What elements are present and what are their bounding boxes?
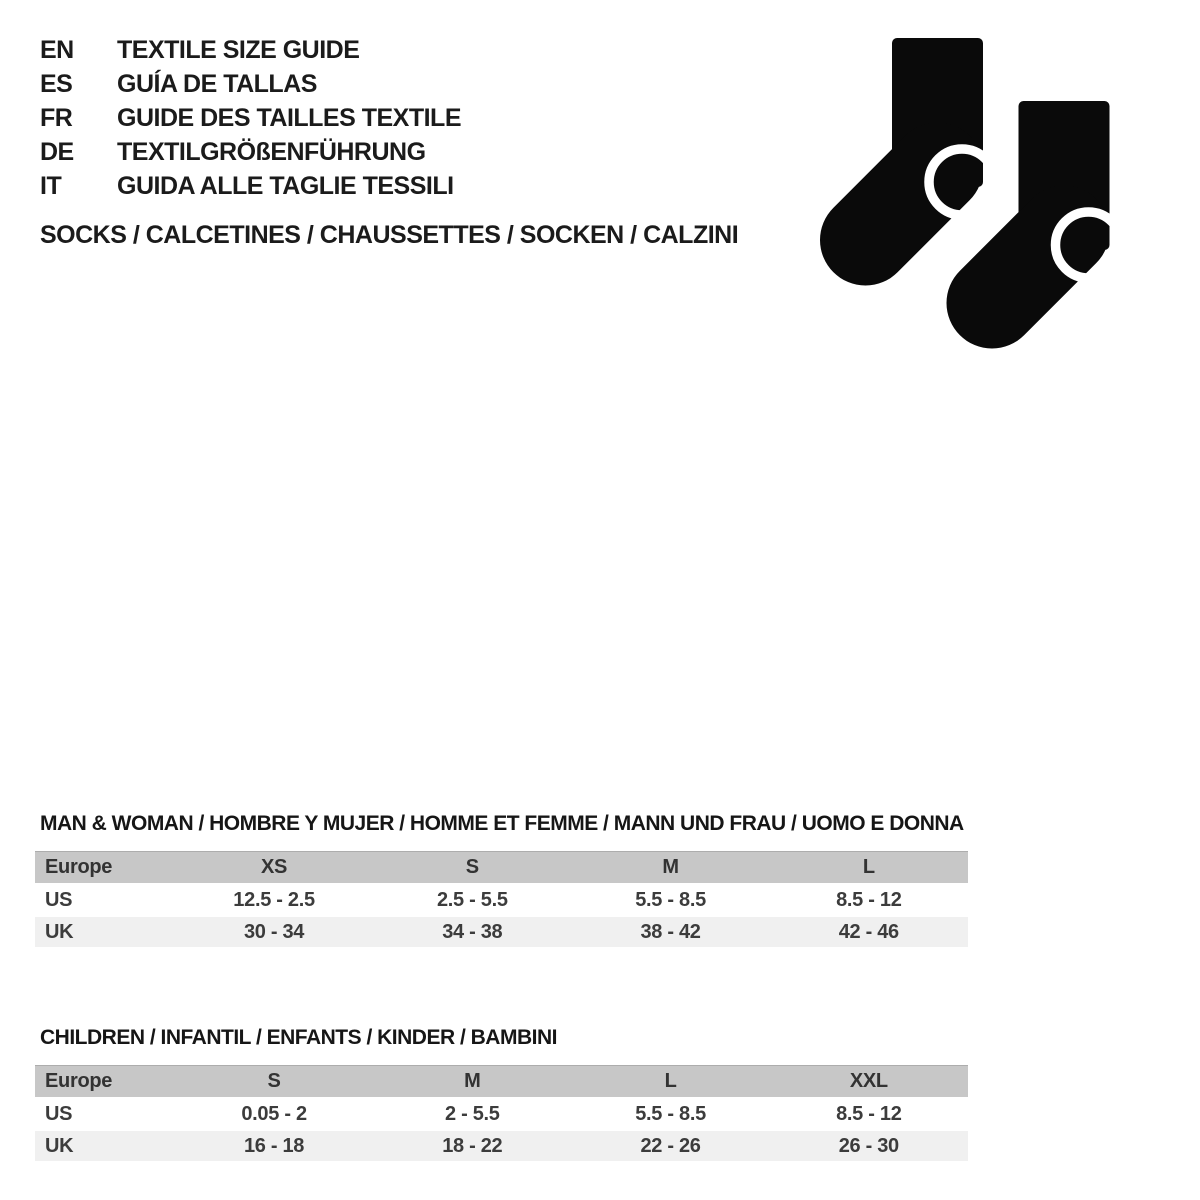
column-header-region: Europe bbox=[45, 1070, 113, 1092]
product-category-line: SOCKS / CALCETINES / CHAUSSETTES / SOCKEN / CALZINI bbox=[40, 221, 739, 249]
guide-title-en: TEXTILE SIZE GUIDE bbox=[117, 35, 360, 64]
size-cell: 2 - 5.5 bbox=[445, 1102, 500, 1125]
column-header-l: L bbox=[862, 856, 875, 878]
sock-back-icon bbox=[866, 38, 996, 240]
language-code: DE bbox=[40, 137, 74, 166]
size-cell: 38 - 42 bbox=[640, 920, 701, 943]
size-cell: 34 - 38 bbox=[442, 920, 503, 943]
column-header-xxl: XXL bbox=[849, 1070, 888, 1092]
guide-title-fr: GUIDE DES TAILLES TEXTILE bbox=[117, 103, 462, 132]
size-cell: 5.5 - 8.5 bbox=[635, 1102, 706, 1125]
table-row-us bbox=[35, 885, 968, 915]
guide-title-es: GUÍA DE TALLAS bbox=[117, 69, 317, 98]
size-cell: 22 - 26 bbox=[640, 1134, 701, 1157]
row-label: UK bbox=[45, 920, 74, 943]
size-table-man-woman bbox=[35, 851, 968, 947]
column-header-region: Europe bbox=[45, 856, 113, 878]
size-cell: 8.5 - 12 bbox=[836, 888, 902, 911]
row-label: US bbox=[45, 888, 73, 911]
size-cell: 12.5 - 2.5 bbox=[233, 888, 315, 911]
sock-front-icon bbox=[992, 101, 1123, 303]
language-row-fr bbox=[40, 101, 461, 135]
socks-icon bbox=[812, 30, 1132, 360]
guide-title-de: TEXTILGRÖßENFÜHRUNG bbox=[117, 137, 426, 166]
guide-title-it: GUIDA ALLE TAGLIE TESSILI bbox=[117, 171, 454, 200]
table-row-uk bbox=[35, 1131, 968, 1161]
size-cell: 8.5 - 12 bbox=[836, 1102, 902, 1125]
size-cell: 2.5 - 5.5 bbox=[436, 888, 508, 911]
language-code: IT bbox=[40, 171, 62, 200]
table-title-children: CHILDREN / INFANTIL / ENFANTS / KINDER / BAMBINI bbox=[40, 1026, 557, 1049]
size-cell: 42 - 46 bbox=[838, 920, 899, 943]
language-row-es bbox=[40, 67, 461, 101]
language-row-en bbox=[40, 33, 461, 67]
size-table-section-man-woman bbox=[35, 812, 968, 949]
language-row-it bbox=[40, 169, 461, 203]
table-header-row bbox=[35, 851, 968, 883]
column-header-s: S bbox=[465, 856, 479, 878]
size-table-children bbox=[35, 1065, 968, 1161]
column-header-m: M bbox=[464, 1070, 481, 1092]
row-label: US bbox=[45, 1102, 73, 1125]
size-cell: 5.5 - 8.5 bbox=[635, 888, 706, 911]
table-row-us bbox=[35, 1099, 968, 1129]
column-header-l: L bbox=[664, 1070, 677, 1092]
column-header-xs: XS bbox=[261, 856, 288, 878]
size-cell: 18 - 22 bbox=[442, 1134, 503, 1157]
table-title-man-woman: MAN & WOMAN / HOMBRE Y MUJER / HOMME ET FEMME / MANN UND FRAU / UOMO E DONNA bbox=[40, 812, 964, 835]
table-row-uk bbox=[35, 917, 968, 947]
size-cell: 30 - 34 bbox=[243, 920, 305, 943]
size-cell: 26 - 30 bbox=[838, 1134, 899, 1157]
language-row-de bbox=[40, 135, 461, 169]
language-code: FR bbox=[40, 103, 73, 132]
language-code: ES bbox=[40, 69, 73, 98]
language-code: EN bbox=[40, 35, 74, 64]
column-header-s: S bbox=[267, 1070, 281, 1092]
column-header-m: M bbox=[662, 856, 679, 878]
table-header-row bbox=[35, 1065, 968, 1097]
row-label: UK bbox=[45, 1134, 74, 1157]
size-table-section-children bbox=[35, 1026, 968, 1163]
language-title-list bbox=[40, 33, 461, 203]
size-cell: 0.05 - 2 bbox=[241, 1102, 307, 1125]
size-cell: 16 - 18 bbox=[243, 1134, 305, 1157]
